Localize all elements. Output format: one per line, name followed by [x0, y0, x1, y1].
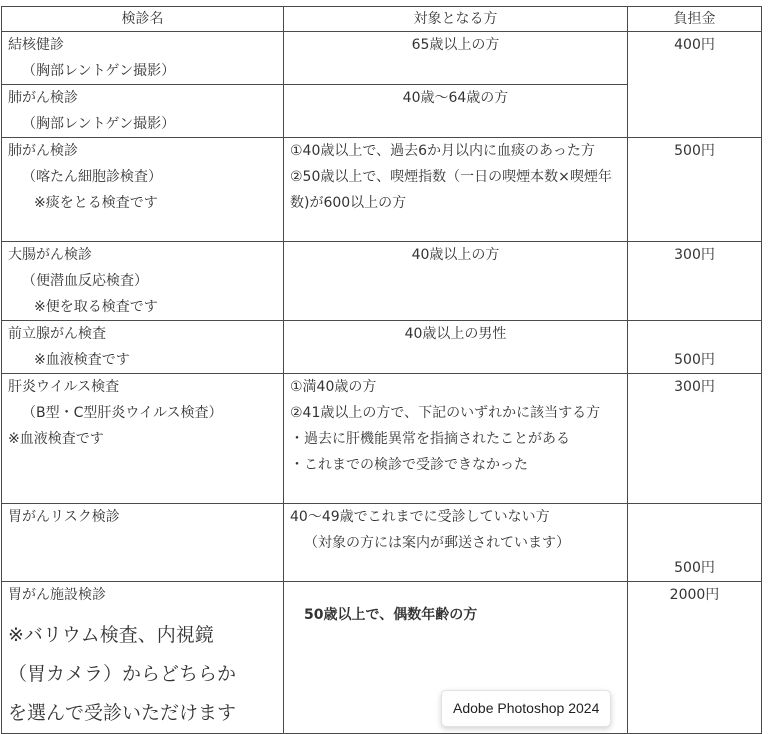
target-cell: [284, 242, 628, 321]
target-text: 40歳以上の男性: [404, 326, 507, 342]
target-text: ②41歳以上の方で、下記のいずれかに該当する方: [290, 405, 601, 421]
exam-name-cell: [2, 321, 284, 374]
target-text: （対象の方には案内が郵送されています）: [304, 535, 570, 551]
header-name: 検診名: [2, 7, 284, 32]
exam-name: 肺がん検診: [8, 143, 78, 159]
exam-name-cell: [2, 582, 284, 734]
target-text: ・過去に肝機能異常を指摘されたことがある: [290, 431, 570, 447]
exam-note: を選んで受診いただけます: [8, 702, 237, 724]
exam-name: 前立腺がん検査: [8, 326, 106, 342]
target-text: 50歳以上で、偶数年齢の方: [304, 607, 478, 623]
table-row: [2, 321, 762, 374]
exam-note: ※バリウム検査、内視鏡: [8, 624, 214, 646]
exam-note: ※痰をとる検査です: [34, 195, 158, 211]
exam-name-cell: [2, 138, 284, 242]
fee-cell: 400円: [628, 32, 762, 138]
app-tooltip: Adobe Photoshop 2024: [441, 690, 611, 727]
fee-cell: 500円: [628, 138, 762, 242]
target-cell: [284, 374, 628, 504]
exam-name-cell: [2, 85, 284, 138]
exam-name-cell: [2, 374, 284, 504]
table-row: [2, 504, 762, 582]
exam-method: （便潜血反応検査）: [22, 273, 148, 289]
target-text: ①40歳以上で、過去6か月以内に血痰のあった方: [290, 143, 595, 159]
exam-note: ※便を取る検査です: [34, 299, 158, 315]
target-text: 40～49歳でこれまでに受診していない方: [290, 509, 550, 525]
header-fee: 負担金: [628, 7, 762, 32]
table-row: [2, 582, 762, 734]
exam-name-cell: [2, 242, 284, 321]
exam-method: （喀たん細胞診検査）: [22, 169, 162, 185]
screening-table: [1, 6, 762, 734]
fee-cell: 500円: [628, 321, 762, 374]
fee-cell: 2000円: [628, 582, 762, 734]
target-text: 65歳以上の方: [411, 37, 500, 53]
exam-method: （B型・C型肝炎ウイルス検査）: [22, 405, 223, 421]
exam-method: （胸部レントゲン撮影）: [22, 116, 176, 132]
target-text: 40歳～64歳の方: [402, 90, 509, 106]
header-row: [2, 7, 762, 32]
exam-name: 肝炎ウイルス検査: [8, 379, 120, 395]
exam-name: 肺がん検診: [8, 90, 78, 106]
header-target: 対象となる方: [284, 7, 628, 32]
target-cell: [284, 32, 628, 85]
exam-name: 胃がん施設検診: [8, 587, 106, 603]
exam-name-cell: [2, 504, 284, 582]
fee-cell: 500円: [628, 504, 762, 582]
target-text: ②50歳以上で、喫煙指数（一日の喫煙本数×喫煙年数)が600以上の方: [290, 169, 612, 211]
exam-name-cell: [2, 32, 284, 85]
target-cell: [284, 138, 628, 242]
exam-name: 胃がんリスク検診: [8, 509, 120, 525]
target-text: 40歳以上の方: [411, 247, 500, 263]
fee-cell: 300円: [628, 242, 762, 321]
exam-note: ※血液検査です: [8, 431, 104, 447]
exam-note: ※血液検査です: [34, 352, 130, 368]
target-cell: [284, 321, 628, 374]
table-row: [2, 138, 762, 242]
table-row: [2, 32, 762, 85]
target-cell: [284, 85, 628, 138]
exam-method: （胸部レントゲン撮影）: [22, 63, 176, 79]
exam-note: （胃カメラ）からどちらか: [8, 663, 237, 685]
target-text: ①満40歳の方: [290, 379, 377, 395]
exam-name: 結核健診: [8, 37, 64, 53]
table-row: [2, 242, 762, 321]
target-cell: [284, 504, 628, 582]
fee-cell: 300円: [628, 374, 762, 504]
target-text: ・これまでの検診で受診できなかった: [290, 457, 528, 473]
table-row: [2, 374, 762, 504]
exam-name: 大腸がん検診: [8, 247, 92, 263]
